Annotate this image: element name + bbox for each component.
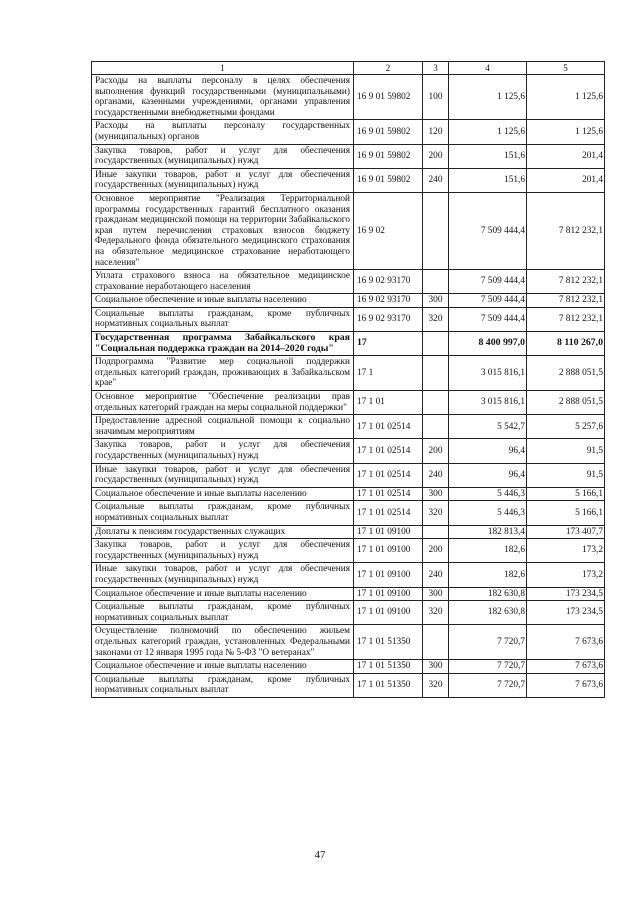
row-description: Социальные выплаты гражданам, кроме публичных нормативных социальных выплат [92, 673, 354, 697]
table-row [92, 539, 605, 563]
row-target-code: 17 1 01 09100 [354, 563, 423, 587]
table-body [92, 75, 605, 698]
row-amount-col5: 173 407,7 [527, 525, 605, 539]
row-amount-col5: 5 166,1 [527, 501, 605, 525]
row-amount-col5: 173,2 [527, 539, 605, 563]
table-row [92, 501, 605, 525]
table-row [92, 673, 605, 697]
row-amount-col5: 7 812 232,1 [527, 307, 605, 331]
row-amount-col5: 1 125,6 [527, 120, 605, 144]
row-amount-col5: 201,4 [527, 168, 605, 192]
table-row [92, 356, 605, 391]
row-description: Расходы на выплаты персоналу государственных (муниципальных) органов [92, 120, 354, 144]
row-description: Закупка товаров, работ и услуг для обеспечения государственных (муниципальных) нужд [92, 144, 354, 168]
row-amount-col4: 3 015 816,1 [449, 391, 527, 415]
row-target-code: 17 1 01 51350 [354, 660, 423, 674]
row-amount-col4: 5 542,7 [449, 415, 527, 439]
row-expense-type: 120 [423, 120, 449, 144]
row-expense-type: 320 [423, 673, 449, 697]
row-target-code: 17 1 01 51350 [354, 625, 423, 660]
row-target-code: 16 9 02 93170 [354, 294, 423, 308]
row-expense-type [423, 332, 449, 356]
row-expense-type: 240 [423, 168, 449, 192]
row-target-code: 17 1 01 51350 [354, 673, 423, 697]
row-amount-col5: 91,5 [527, 439, 605, 463]
row-amount-col4: 7 720,7 [449, 673, 527, 697]
row-description: Иные закупки товаров, работ и услуг для обеспечения государственных (муниципальных) нужд [92, 563, 354, 587]
page-number: 47 [314, 849, 326, 861]
table-row [92, 487, 605, 501]
row-amount-col5: 173 234,5 [527, 601, 605, 625]
table-row [92, 563, 605, 587]
row-description: Закупка товаров, работ и услуг для обеспечения государственных (муниципальных) нужд [92, 439, 354, 463]
row-description: Предоставление адресной социальной помощи к социально значимым мероприятиям [92, 415, 354, 439]
row-target-code: 16 9 01 59802 [354, 75, 423, 120]
row-expense-type [423, 192, 449, 269]
row-description: Доплаты к пенсиям государственных служащих [92, 525, 354, 539]
row-target-code: 16 9 02 93170 [354, 270, 423, 294]
row-amount-col4: 3 015 816,1 [449, 356, 527, 391]
row-amount-col4: 96,4 [449, 463, 527, 487]
row-target-code: 17 1 01 09100 [354, 601, 423, 625]
table-row [92, 144, 605, 168]
row-target-code: 17 1 01 02514 [354, 487, 423, 501]
row-expense-type: 200 [423, 539, 449, 563]
budget-table [91, 61, 605, 698]
table-row [92, 660, 605, 674]
row-description: Осуществление полномочий по обеспечению жильем отдельных категорий граждан, установленных Федеральными законами от 12 января 1995 года № 5-ФЗ "О ветеранах" [92, 625, 354, 660]
row-description: Государственная программа Забайкальского края "Социальная поддержка граждан на 2014–2020 годы" [92, 332, 354, 356]
row-amount-col5: 173,2 [527, 563, 605, 587]
row-amount-col4: 96,4 [449, 439, 527, 463]
row-expense-type [423, 525, 449, 539]
row-amount-col4: 5 446,3 [449, 501, 527, 525]
row-amount-col4: 7 720,7 [449, 625, 527, 660]
row-amount-col5: 5 166,1 [527, 487, 605, 501]
table-row [92, 294, 605, 308]
row-expense-type: 200 [423, 439, 449, 463]
header-col-4: 4 [449, 62, 527, 75]
row-amount-col4: 151,6 [449, 168, 527, 192]
header-col-2: 2 [354, 62, 423, 75]
row-amount-col5: 7 812 232,1 [527, 294, 605, 308]
row-target-code: 16 9 01 59802 [354, 144, 423, 168]
row-amount-col5: 7 812 232,1 [527, 192, 605, 269]
row-expense-type [423, 625, 449, 660]
row-amount-col4: 182,6 [449, 539, 527, 563]
row-description: Социальное обеспечение и иные выплаты населению [92, 587, 354, 601]
row-amount-col5: 7 673,6 [527, 625, 605, 660]
row-expense-type: 320 [423, 307, 449, 331]
budget-table-sheet [91, 61, 604, 698]
row-expense-type: 300 [423, 587, 449, 601]
row-target-code: 17 1 01 09100 [354, 587, 423, 601]
row-description: Иные закупки товаров, работ и услуг для обеспечения государственных (муниципальных) нужд [92, 168, 354, 192]
row-amount-col4: 7 509 444,4 [449, 294, 527, 308]
row-amount-col4: 7 720,7 [449, 660, 527, 674]
row-amount-col5: 201,4 [527, 144, 605, 168]
row-target-code: 17 1 01 09100 [354, 525, 423, 539]
table-row [92, 463, 605, 487]
row-expense-type [423, 415, 449, 439]
row-description: Основное мероприятие "Обеспечение реализации прав отдельных категорий граждан на меры социальной поддержки" [92, 391, 354, 415]
row-expense-type: 320 [423, 601, 449, 625]
row-expense-type: 300 [423, 294, 449, 308]
table-row [92, 415, 605, 439]
row-target-code: 16 9 02 93170 [354, 307, 423, 331]
table-row [92, 439, 605, 463]
header-col-5: 5 [527, 62, 605, 75]
row-amount-col4: 7 509 444,4 [449, 307, 527, 331]
row-expense-type: 240 [423, 563, 449, 587]
row-amount-col4: 182 813,4 [449, 525, 527, 539]
row-amount-col4: 151,6 [449, 144, 527, 168]
table-row [92, 587, 605, 601]
table-row [92, 75, 605, 120]
row-description: Иные закупки товаров, работ и услуг для обеспечения государственных (муниципальных) нужд [92, 463, 354, 487]
row-amount-col5: 1 125,6 [527, 75, 605, 120]
row-amount-col4: 182 630,8 [449, 601, 527, 625]
row-description: Подпрограмма "Развитие мер социальной поддержки отдельных категорий граждан, проживающих в Забайкальском крае" [92, 356, 354, 391]
row-amount-col4: 7 509 444,4 [449, 270, 527, 294]
row-description: Закупка товаров, работ и услуг для обеспечения государственных (муниципальных) нужд [92, 539, 354, 563]
row-expense-type [423, 356, 449, 391]
row-amount-col5: 8 110 267,0 [527, 332, 605, 356]
row-amount-col4: 7 509 444,4 [449, 192, 527, 269]
table-row [92, 307, 605, 331]
row-amount-col4: 5 446,3 [449, 487, 527, 501]
row-target-code: 17 1 01 02514 [354, 415, 423, 439]
row-description: Социальное обеспечение и иные выплаты населению [92, 660, 354, 674]
row-description: Социальные выплаты гражданам, кроме публичных нормативных социальных выплат [92, 501, 354, 525]
row-expense-type: 320 [423, 501, 449, 525]
row-amount-col4: 182 630,8 [449, 587, 527, 601]
row-amount-col5: 7 673,6 [527, 660, 605, 674]
table-row [92, 192, 605, 269]
row-target-code: 16 9 01 59802 [354, 120, 423, 144]
table-row [92, 625, 605, 660]
row-expense-type: 100 [423, 75, 449, 120]
row-amount-col5: 91,5 [527, 463, 605, 487]
row-target-code: 17 1 [354, 356, 423, 391]
row-description: Основное мероприятие "Реализация Территориальной программы государственных гарантий бесплатного оказания гражданам медицинской помощи на территории Забайкальского края путем перечисления страховых взносов бюджету Федерального фонда обязательного медицинского страхования на обязательное медицинское страхование неработающего населения" [92, 192, 354, 269]
table-row [92, 391, 605, 415]
row-amount-col5: 2 888 051,5 [527, 356, 605, 391]
table-row [92, 120, 605, 144]
row-amount-col4: 1 125,6 [449, 75, 527, 120]
row-expense-type: 300 [423, 487, 449, 501]
row-target-code: 17 1 01 02514 [354, 439, 423, 463]
row-description: Социальные выплаты гражданам, кроме публичных нормативных социальных выплат [92, 601, 354, 625]
row-target-code: 16 9 01 59802 [354, 168, 423, 192]
row-amount-col5: 7 673,6 [527, 673, 605, 697]
row-expense-type [423, 270, 449, 294]
row-amount-col5: 173 234,5 [527, 587, 605, 601]
row-description: Уплата страхового взноса на обязательное медицинское страхование неработающего населения [92, 270, 354, 294]
row-target-code: 17 1 01 02514 [354, 501, 423, 525]
table-row [92, 601, 605, 625]
row-amount-col5: 5 257,6 [527, 415, 605, 439]
table-row [92, 332, 605, 356]
row-amount-col4: 1 125,6 [449, 120, 527, 144]
row-description: Социальные выплаты гражданам, кроме публичных нормативных социальных выплат [92, 307, 354, 331]
row-target-code: 16 9 02 [354, 192, 423, 269]
row-target-code: 17 1 01 [354, 391, 423, 415]
row-description: Расходы на выплаты персоналу в целях обеспечения выполнения функций государственными (муниципальными) органами, казенными учреждениями, органами управления государственными внебюджетными фондами [92, 75, 354, 120]
row-amount-col4: 182,6 [449, 563, 527, 587]
table-header-row [92, 62, 605, 75]
row-expense-type [423, 391, 449, 415]
row-description: Социальное обеспечение и иные выплаты населению [92, 294, 354, 308]
row-target-code: 17 1 01 09100 [354, 539, 423, 563]
row-amount-col5: 2 888 051,5 [527, 391, 605, 415]
row-amount-col4: 8 400 997,0 [449, 332, 527, 356]
row-expense-type: 300 [423, 660, 449, 674]
row-amount-col5: 7 812 232,1 [527, 270, 605, 294]
header-col-3: 3 [423, 62, 449, 75]
table-row [92, 168, 605, 192]
table-row [92, 270, 605, 294]
row-description: Социальное обеспечение и иные выплаты населению [92, 487, 354, 501]
table-row [92, 525, 605, 539]
header-col-1: 1 [92, 62, 354, 75]
row-expense-type: 240 [423, 463, 449, 487]
row-target-code: 17 [354, 332, 423, 356]
row-target-code: 17 1 01 02514 [354, 463, 423, 487]
row-expense-type: 200 [423, 144, 449, 168]
